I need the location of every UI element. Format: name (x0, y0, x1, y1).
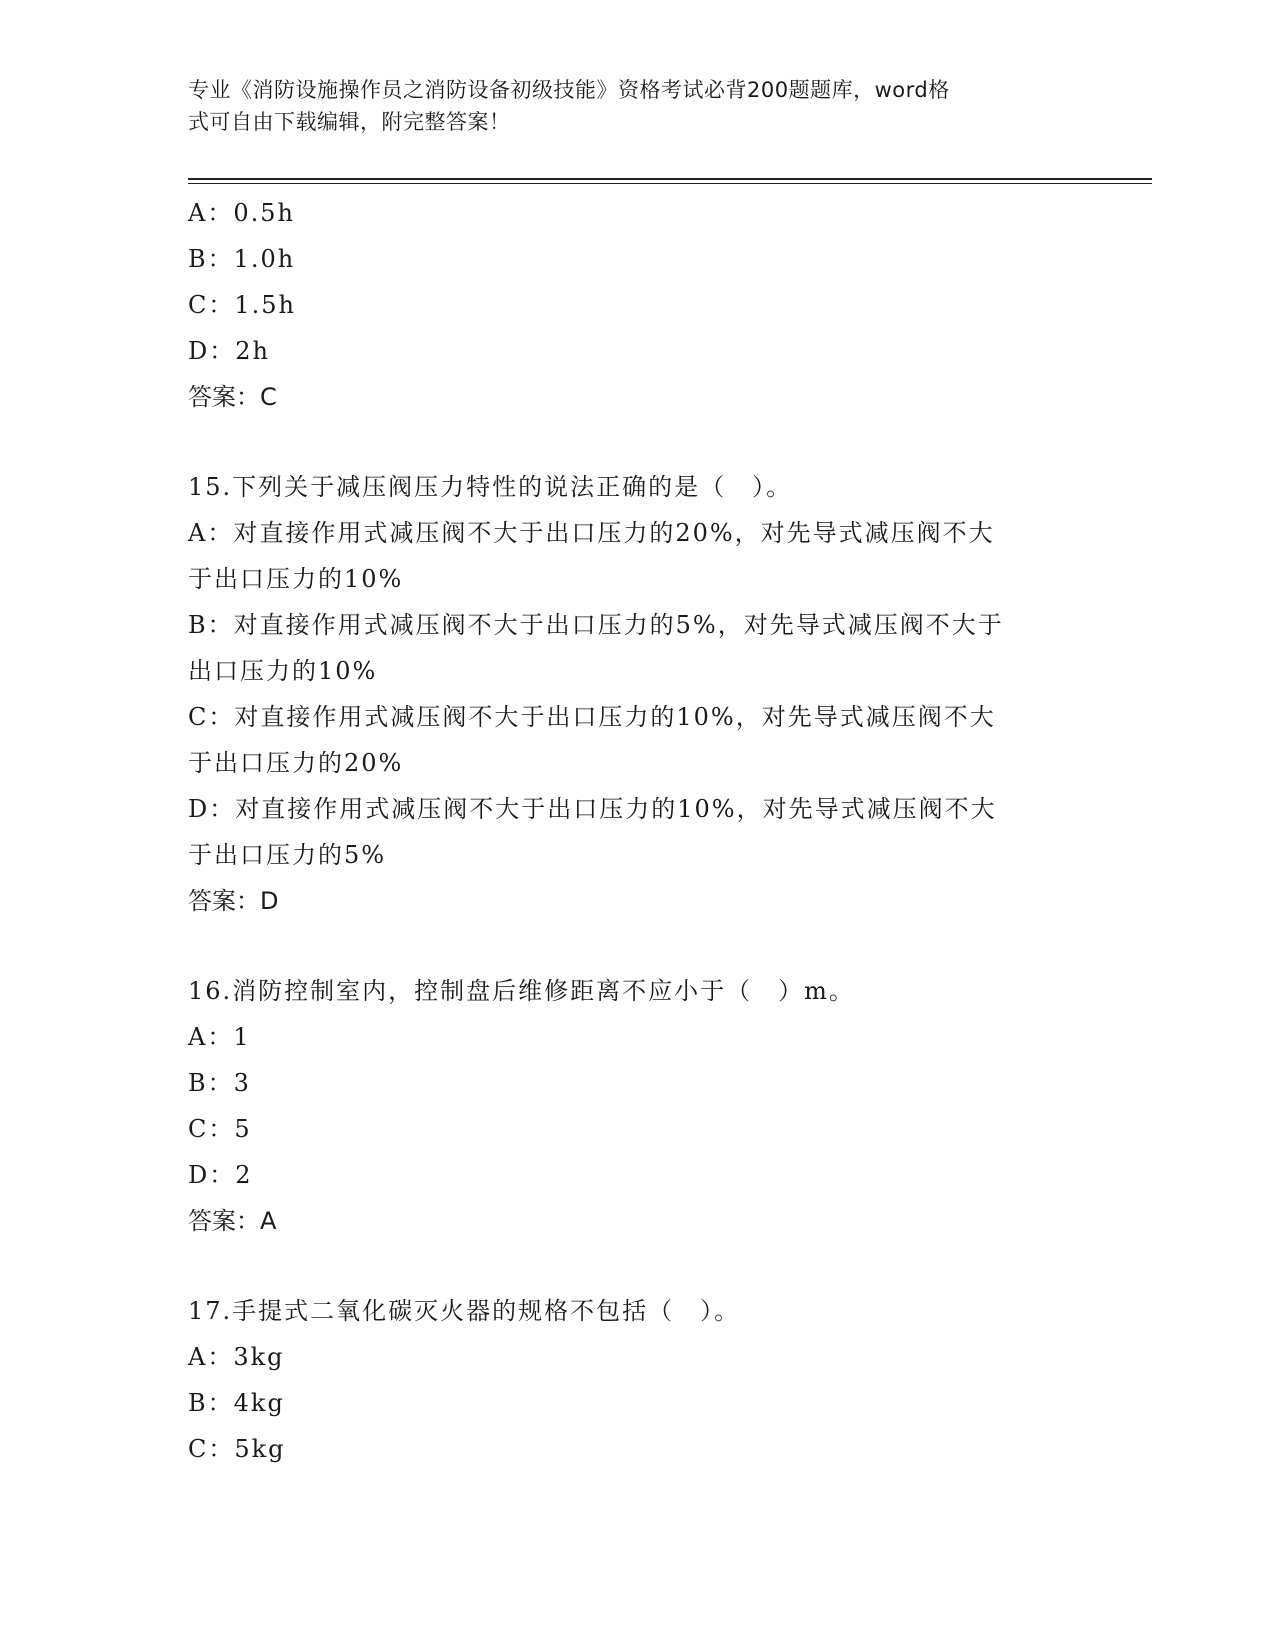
option-c: C：5kg (188, 1435, 286, 1463)
option-b: B：对直接作用式减压阀不大于出口压力的5%，对先导式减压阀不大于 (188, 611, 1004, 639)
option-c: C：对直接作用式减压阀不大于出口压力的10%，对先导式减压阀不大 (188, 703, 996, 731)
option-d: D：2h (188, 337, 270, 365)
option-d: D：对直接作用式减压阀不大于出口压力的10%，对先导式减压阀不大 (188, 795, 997, 823)
option-a: A：1 (188, 1023, 251, 1051)
option-b: B：1.0h (188, 245, 296, 273)
prev-question-block (188, 190, 1088, 420)
question-stem: 15.下列关于减压阀压力特性的说法正确的是（ ）。 (188, 473, 793, 501)
question-stem: 16.消防控制室内，控制盘后维修距离不应小于（ ）m。 (188, 977, 855, 1005)
option-c: C：5 (188, 1115, 252, 1143)
option-d: D：2 (188, 1161, 253, 1189)
header-rule-thick (188, 178, 1152, 180)
option-a: A：0.5h (188, 199, 295, 227)
header-rule-thin (188, 183, 1152, 184)
option-a: A：3kg (188, 1343, 285, 1371)
option-c-cont: 于出口压力的20% (188, 749, 404, 777)
question-15 (188, 464, 1088, 924)
option-a-cont: 于出口压力的10% (188, 565, 404, 593)
option-b: B：4kg (188, 1389, 285, 1417)
option-c: C：1.5h (188, 291, 296, 319)
option-b: B：3 (188, 1069, 251, 1097)
question-stem: 17.手提式二氧化碳灭火器的规格不包括（ ）。 (188, 1297, 741, 1325)
option-d-cont: 于出口压力的5% (188, 841, 387, 869)
question-17 (188, 1288, 1088, 1472)
document-header (188, 74, 1068, 138)
answer: 答案：C (188, 383, 277, 411)
header-line-1: 专业《消防设施操作员之消防设备初级技能》资格考试必背200题题库，word格 (188, 78, 950, 102)
question-16 (188, 968, 1088, 1244)
answer: 答案：D (188, 887, 279, 915)
answer: 答案：A (188, 1207, 277, 1235)
question-content (188, 190, 1088, 1472)
header-line-2: 式可自由下载编辑，附完整答案！ (188, 110, 511, 134)
option-b-cont: 出口压力的10% (188, 657, 378, 685)
option-a: A：对直接作用式减压阀不大于出口压力的20%，对先导式减压阀不大 (188, 519, 995, 547)
